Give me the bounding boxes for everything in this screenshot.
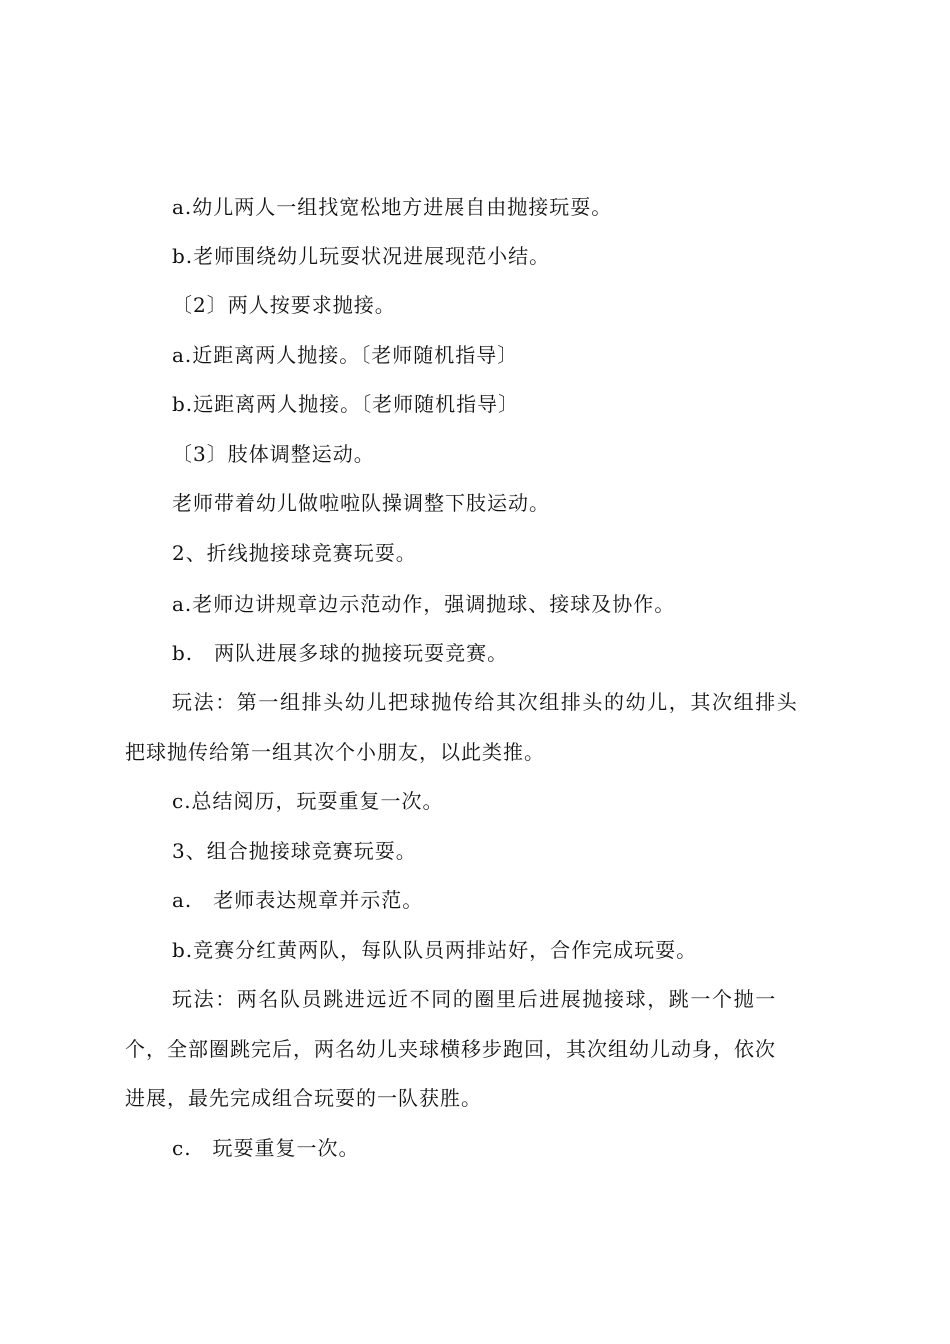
text-line-4: a.近距离两人抛接。〔老师随机指导〕 <box>172 343 519 367</box>
text-line-12: 把球抛传给第一组其次个小朋友，以此类推。 <box>125 740 545 764</box>
text-line-6: 〔3〕肢体调整运动。 <box>172 442 375 466</box>
text-line-1: a.幼儿两人一组找宽松地方进展自由抛接玩耍。 <box>172 195 613 219</box>
text-line-17: 玩法：两名队员跳进远近不同的圈里后进展抛接球，跳一个抛一 <box>172 987 777 1011</box>
text-line-2: b.老师围绕幼儿玩耍状况进展现范小结。 <box>172 244 551 268</box>
text-line-3: 〔2〕两人按要求抛接。 <box>172 293 396 317</box>
text-line-19: 进展，最先完成组合玩耍的一队获胜。 <box>125 1086 482 1110</box>
text-line-5: b.远距离两人抛接。〔老师随机指导〕 <box>172 392 520 416</box>
text-line-16: b.竞赛分红黄两队，每队队员两排站好，合作完成玩耍。 <box>172 938 698 962</box>
text-line-14: 3、组合抛接球竞赛玩耍。 <box>172 839 417 863</box>
text-line-18: 个，全部圈跳完后，两名幼儿夹球横移步跑回，其次组幼儿动身，依次 <box>125 1037 776 1061</box>
text-line-8: 2、折线抛接球竞赛玩耍。 <box>172 541 417 565</box>
text-line-13: c.总结阅历，玩耍重复一次。 <box>172 789 444 813</box>
text-line-20: c. 玩耍重复一次。 <box>172 1136 360 1160</box>
text-line-9: a.老师边讲规章边示范动作，强调抛球、接球及协作。 <box>172 592 676 616</box>
text-line-11: 玩法：第一组排头幼儿把球抛传给其次组排头的幼儿，其次组排头 <box>172 690 799 714</box>
text-line-10: b. 两队进展多球的抛接玩耍竞赛。 <box>172 641 509 665</box>
text-line-7: 老师带着幼儿做啦啦队操调整下肢运动。 <box>172 491 550 515</box>
text-line-15: a. 老师表达规章并示范。 <box>172 888 424 912</box>
